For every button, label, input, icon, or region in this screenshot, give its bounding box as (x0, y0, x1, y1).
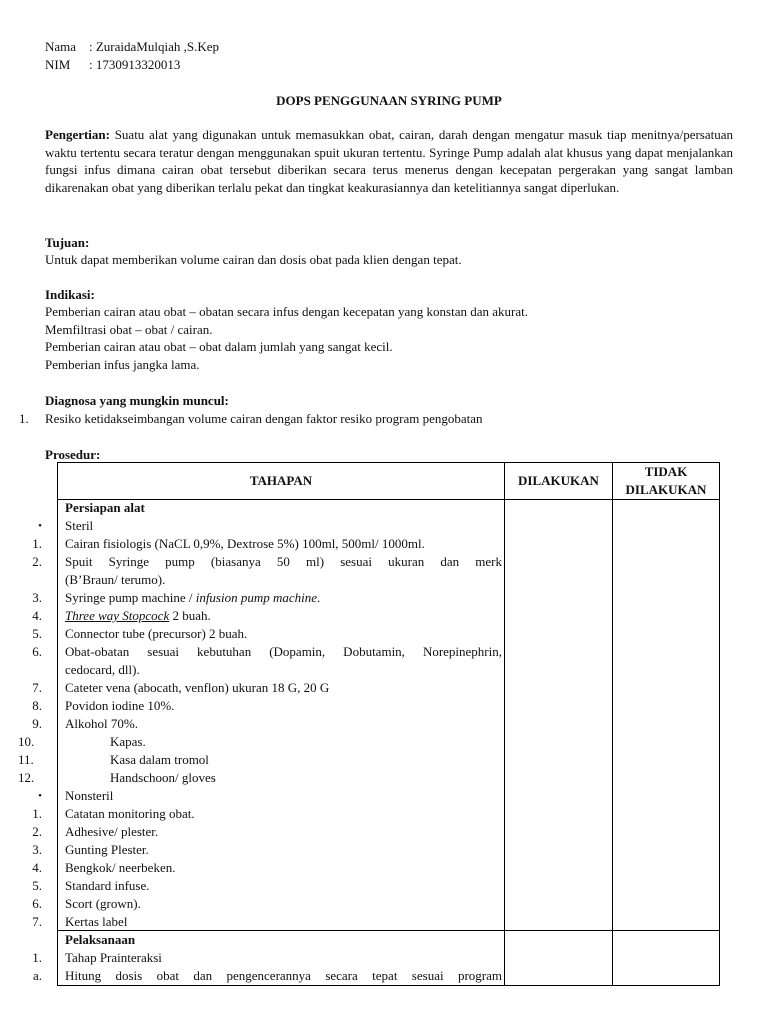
steril-label: Steril (65, 518, 94, 533)
bullet-marker: • (38, 790, 42, 802)
nim-label: NIM (45, 57, 71, 72)
steril-item: Kasa dalam tromol (110, 752, 209, 767)
list-number: 1. (32, 806, 42, 821)
list-item (38, 517, 503, 535)
list-item (32, 589, 503, 607)
list-number: 1. (32, 950, 42, 965)
pelaksanaan-item: Tahap Prainteraksi (65, 950, 162, 965)
persiapan-title: Persiapan alat (65, 500, 145, 515)
list-item (32, 625, 503, 643)
list-item (32, 697, 503, 715)
list-number: 4. (32, 860, 42, 875)
list-item (32, 949, 503, 967)
steril-item: Spuit Syringe pump (biasanya 50 ml) sesuai ukuran dan merk (65, 554, 502, 569)
header-tidak: TIDAK (644, 464, 688, 479)
list-item (45, 499, 503, 517)
nonsteril-item: Kertas label (65, 914, 128, 929)
pelaksanaan-title: Pelaksanaan (65, 932, 136, 947)
page-title: DOPS PENGGUNAAN SYRING PUMP (276, 93, 502, 108)
list-number: 2. (32, 554, 42, 569)
nama-label: Nama (45, 39, 77, 54)
steril-item: Syringe pump machine / infusion pump machine. (65, 590, 321, 605)
steril-item: Cateter vena (abocath, venflon) ukuran 18 G, 20 G (65, 680, 330, 695)
nama-value: : ZuraidaMulqiah ,S.Kep (89, 39, 219, 54)
table-border-bottom (57, 985, 720, 986)
diagnosa-text: Resiko ketidakseimbangan volume cairan dengan faktor resiko program pengobatan (45, 411, 483, 426)
list-item (32, 823, 503, 841)
pengertian-paragraph (45, 126, 733, 196)
list-number: 6. (32, 896, 42, 911)
list-item (32, 643, 503, 661)
list-number: 6. (32, 644, 42, 659)
steril-item: Obat-obatan sesuai kebutuhan (Dopamin, Dobutamin, Norepinephrin, (65, 644, 502, 659)
steril-item-italic: infusion pump machine (195, 590, 318, 605)
indikasi-item: Memfiltrasi obat – obat / cairan. (45, 322, 213, 337)
list-number: 7. (32, 914, 42, 929)
steril-item: Kapas. (110, 734, 146, 749)
list-item (32, 841, 503, 859)
nonsteril-item: Catatan monitoring obat. (65, 806, 195, 821)
table-border-right (719, 462, 720, 986)
diagnosa-marker: 1. (19, 411, 29, 426)
nonsteril-item: Adhesive/ plester. (65, 824, 159, 839)
header-dilakukan: DILAKUKAN (518, 473, 599, 488)
steril-item-continued: cedocard, dll). (65, 662, 140, 677)
list-item (18, 733, 503, 751)
steril-item-underlined: Three way Stopcock (65, 608, 170, 623)
prosedur-label: Prosedur: (45, 447, 101, 462)
table-column-divider (504, 462, 505, 986)
list-item (38, 787, 503, 805)
diagnosa-label: Diagnosa yang mungkin muncul: (45, 393, 229, 408)
list-number: 5. (32, 626, 42, 641)
steril-item: Povidon iodine 10%. (65, 698, 175, 713)
steril-item-part: Syringe pump machine / (65, 590, 196, 605)
indikasi-item: Pemberian cairan atau obat – obatan secara infus dengan kecepatan yang konstan dan akurat. (45, 304, 528, 319)
list-number: 1. (32, 536, 42, 551)
list-number: 3. (32, 590, 42, 605)
nonsteril-item: Gunting Plester. (65, 842, 149, 857)
pengertian-text: Suatu alat yang digunakan untuk memasukkan obat, cairan, darah dengan mengatur masuk tiap menitnya/persatuan waktu tertentu secara teratur dengan menggunakan spuit ukuran tertentu. Syringe Pump adalah alat khusus yang dapat menjalankan fungsi infus dimana cairan obat tersebut diberikan secara terus menerus dengan kecepatan pergerakan yang sangat lamban dikarenakan obat yang diberikan terlalu pekat dan tingkat keakurasiannya dan ketelitiannya sangat diperlukan. (45, 127, 734, 195)
list-number: 2. (32, 824, 42, 839)
steril-item-continued: (B’Braun/ terumo). (65, 572, 166, 587)
header-tahapan: TAHAPAN (249, 473, 313, 488)
list-item (32, 553, 503, 571)
list-item (18, 751, 503, 769)
tujuan-label: Tujuan: (45, 235, 90, 250)
list-item (32, 895, 503, 913)
steril-item-part: 2 buah. (169, 608, 211, 623)
list-number: 5. (32, 878, 42, 893)
steril-item: Alkohol 70%. (65, 716, 138, 731)
bullet-marker: • (38, 520, 42, 532)
indikasi-label: Indikasi: (45, 287, 95, 302)
pelaksanaan-item: Hitung dosis obat dan pengencerannya secara tepat sesuai program (65, 968, 502, 983)
list-item (32, 805, 503, 823)
steril-item (65, 607, 211, 625)
list-item (45, 571, 503, 589)
nonsteril-item: Bengkok/ neerbeken. (65, 860, 176, 875)
list-item (32, 715, 503, 733)
list-item (32, 535, 503, 553)
nonsteril-item: Standard infuse. (65, 878, 150, 893)
nonsteril-item: Scort (grown). (65, 896, 141, 911)
list-item (45, 931, 503, 949)
list-number: 12. (18, 770, 35, 785)
list-item (32, 913, 503, 931)
list-item (45, 661, 503, 679)
nonsteril-label: Nonsteril (65, 788, 114, 803)
header-tidak-dilakukan: DILAKUKAN (625, 482, 707, 497)
list-number: 3. (32, 842, 42, 857)
list-number: 7. (32, 680, 42, 695)
pengertian-label: Pengertian: (45, 127, 110, 142)
list-number: 9. (32, 716, 42, 731)
table-column-divider (612, 462, 613, 986)
list-item (32, 679, 503, 697)
list-number: 11. (18, 752, 34, 767)
list-number: 10. (18, 734, 35, 749)
steril-item: Connector tube (precursor) 2 buah. (65, 626, 248, 641)
tujuan-text: Untuk dapat memberikan volume cairan dan dosis obat pada klien dengan tepat. (45, 252, 462, 267)
list-number: 4. (32, 608, 42, 623)
nim-value: : 1730913320013 (89, 57, 181, 72)
list-item (32, 877, 503, 895)
list-item (18, 769, 503, 787)
list-item (32, 967, 503, 985)
indikasi-item: Pemberian cairan atau obat – obat dalam jumlah yang sangat kecil. (45, 339, 393, 354)
list-item (32, 607, 503, 625)
indikasi-item: Pemberian infus jangka lama. (45, 357, 200, 372)
list-item (32, 859, 503, 877)
list-letter: a. (32, 968, 42, 983)
steril-item: Cairan fisiologis (NaCL 0,9%, Dextrose 5%) 100ml, 500ml/ 1000ml. (65, 536, 425, 551)
list-number: 8. (32, 698, 42, 713)
steril-item: Handschoon/ gloves (110, 770, 216, 785)
